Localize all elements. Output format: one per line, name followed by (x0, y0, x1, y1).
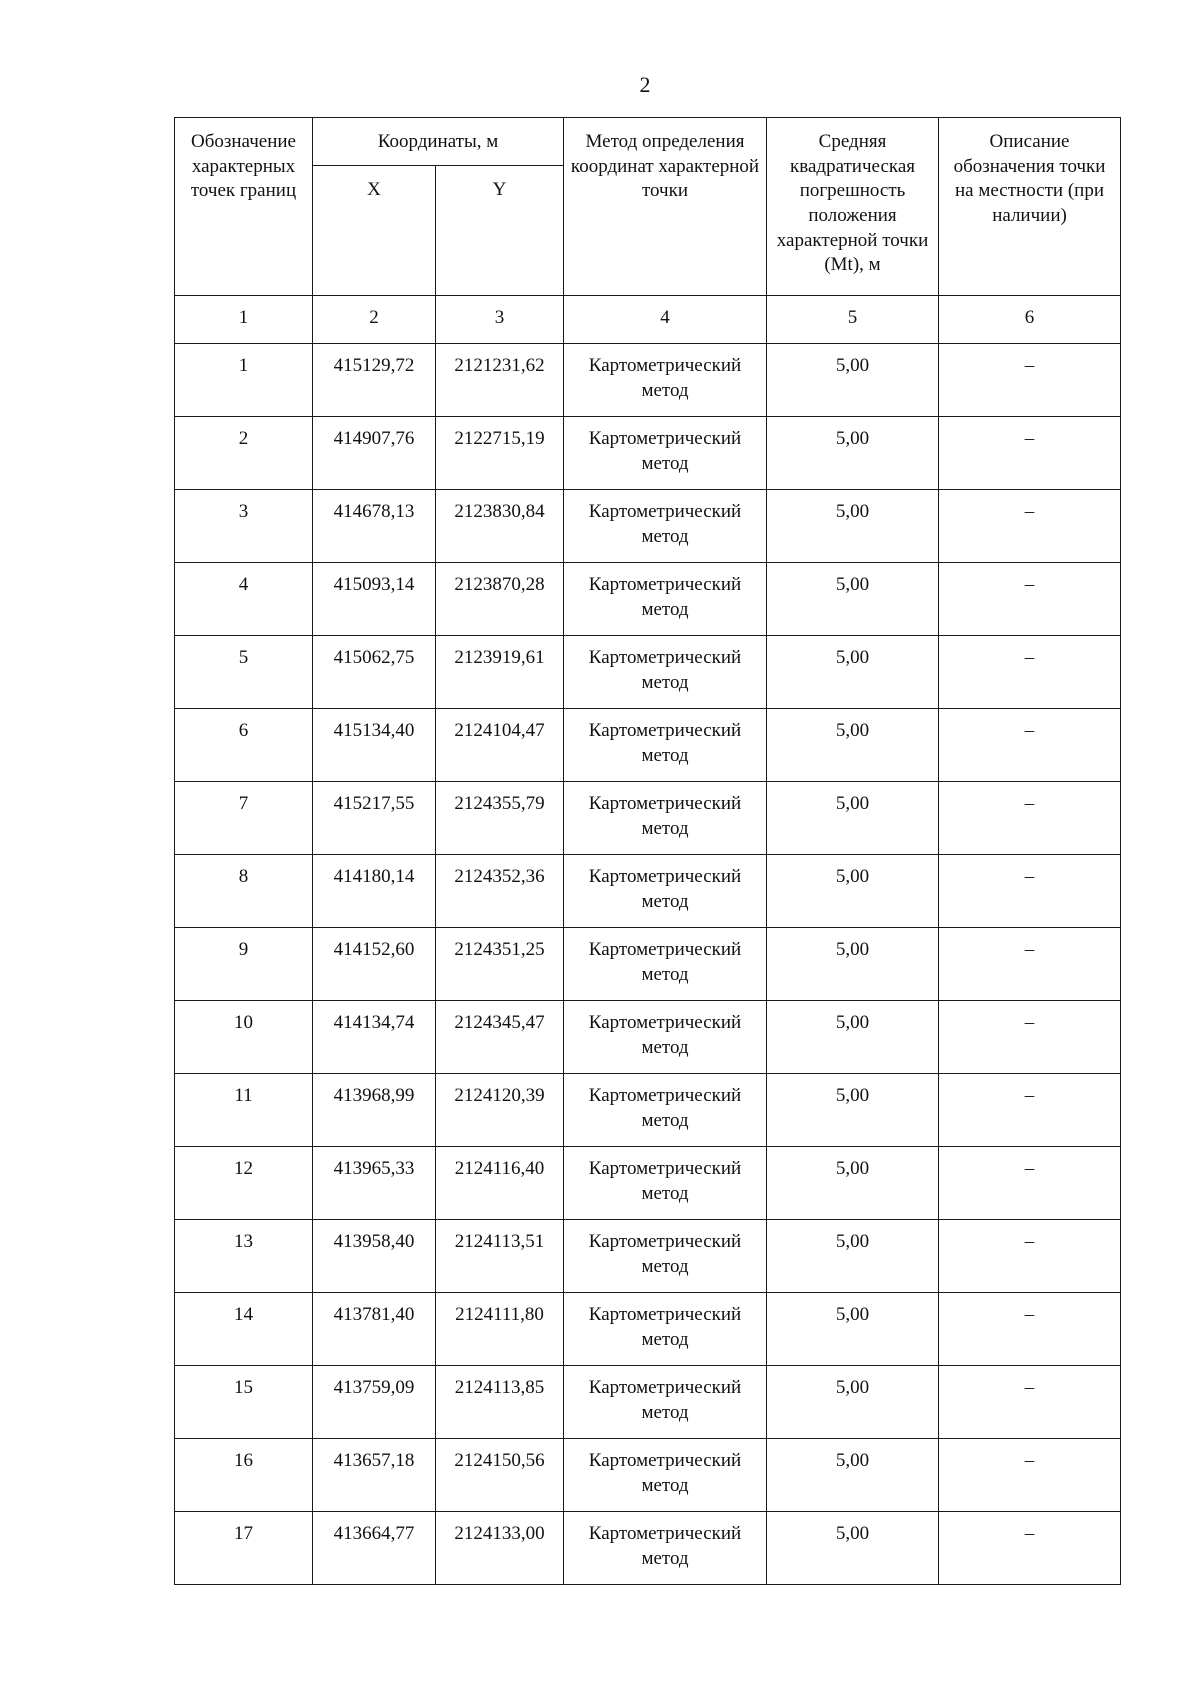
header-point-designation: Обозначение характерных точек границ (175, 118, 313, 296)
column-number: 5 (767, 296, 939, 344)
cell-x: 414134,74 (313, 1001, 436, 1074)
cell-method: Картометрический метод (564, 1001, 767, 1074)
table-row (175, 1439, 1121, 1512)
column-numbers-row (175, 296, 1121, 344)
cell-description: – (939, 1147, 1121, 1220)
cell-x: 414152,60 (313, 928, 436, 1001)
cell-description: – (939, 344, 1121, 417)
cell-point-number: 15 (175, 1366, 313, 1439)
cell-description: – (939, 1512, 1121, 1585)
cell-x: 413657,18 (313, 1439, 436, 1512)
cell-mt: 5,00 (767, 709, 939, 782)
table-row (175, 782, 1121, 855)
cell-point-number: 1 (175, 344, 313, 417)
cell-y: 2124133,00 (436, 1512, 564, 1585)
cell-y: 2124352,36 (436, 855, 564, 928)
header-method: Метод определения координат характерной точки (564, 118, 767, 296)
cell-description: – (939, 490, 1121, 563)
header-row (175, 118, 1121, 166)
header-y: Y (436, 166, 564, 296)
cell-x: 414907,76 (313, 417, 436, 490)
cell-method: Картометрический метод (564, 563, 767, 636)
cell-mt: 5,00 (767, 417, 939, 490)
table-row (175, 417, 1121, 490)
cell-x: 415093,14 (313, 563, 436, 636)
cell-mt: 5,00 (767, 490, 939, 563)
cell-x: 415062,75 (313, 636, 436, 709)
cell-point-number: 14 (175, 1293, 313, 1366)
cell-description: – (939, 1001, 1121, 1074)
cell-description: – (939, 855, 1121, 928)
cell-y: 2124345,47 (436, 1001, 564, 1074)
cell-mt: 5,00 (767, 563, 939, 636)
cell-method: Картометрический метод (564, 1220, 767, 1293)
cell-point-number: 7 (175, 782, 313, 855)
cell-y: 2123870,28 (436, 563, 564, 636)
cell-point-number: 4 (175, 563, 313, 636)
table-row (175, 1366, 1121, 1439)
cell-mt: 5,00 (767, 1366, 939, 1439)
cell-method: Картометрический метод (564, 855, 767, 928)
cell-y: 2123919,61 (436, 636, 564, 709)
cell-y: 2124120,39 (436, 1074, 564, 1147)
cell-method: Картометрический метод (564, 782, 767, 855)
cell-description: – (939, 928, 1121, 1001)
cell-mt: 5,00 (767, 344, 939, 417)
cell-point-number: 9 (175, 928, 313, 1001)
table-body (175, 344, 1121, 1585)
cell-y: 2124116,40 (436, 1147, 564, 1220)
cell-description: – (939, 1220, 1121, 1293)
table-row (175, 928, 1121, 1001)
cell-point-number: 5 (175, 636, 313, 709)
cell-y: 2124150,56 (436, 1439, 564, 1512)
cell-description: – (939, 1074, 1121, 1147)
cell-method: Картометрический метод (564, 1293, 767, 1366)
table-row (175, 563, 1121, 636)
cell-y: 2124104,47 (436, 709, 564, 782)
cell-mt: 5,00 (767, 1293, 939, 1366)
cell-x: 413781,40 (313, 1293, 436, 1366)
cell-description: – (939, 563, 1121, 636)
table-row (175, 636, 1121, 709)
table-row (175, 1293, 1121, 1366)
table-row (175, 344, 1121, 417)
cell-x: 413759,09 (313, 1366, 436, 1439)
cell-x: 413965,33 (313, 1147, 436, 1220)
cell-x: 414678,13 (313, 490, 436, 563)
cell-description: – (939, 709, 1121, 782)
cell-point-number: 2 (175, 417, 313, 490)
header-error: Средняя квадратическая погрешность положения характерной точки (Mt), м (767, 118, 939, 296)
cell-mt: 5,00 (767, 782, 939, 855)
cell-method: Картометрический метод (564, 709, 767, 782)
column-number: 2 (313, 296, 436, 344)
boundary-points-table (174, 117, 1121, 1585)
cell-method: Картометрический метод (564, 1366, 767, 1439)
cell-method: Картометрический метод (564, 1074, 767, 1147)
cell-description: – (939, 782, 1121, 855)
column-number: 4 (564, 296, 767, 344)
cell-method: Картометрический метод (564, 1439, 767, 1512)
cell-description: – (939, 636, 1121, 709)
cell-mt: 5,00 (767, 1220, 939, 1293)
cell-mt: 5,00 (767, 1074, 939, 1147)
cell-mt: 5,00 (767, 1439, 939, 1512)
cell-point-number: 3 (175, 490, 313, 563)
table-row (175, 490, 1121, 563)
cell-y: 2124355,79 (436, 782, 564, 855)
cell-x: 413664,77 (313, 1512, 436, 1585)
cell-description: – (939, 1366, 1121, 1439)
cell-y: 2123830,84 (436, 490, 564, 563)
cell-point-number: 12 (175, 1147, 313, 1220)
cell-point-number: 10 (175, 1001, 313, 1074)
cell-method: Картометрический метод (564, 417, 767, 490)
table-row (175, 1512, 1121, 1585)
cell-x: 415217,55 (313, 782, 436, 855)
table-row (175, 1001, 1121, 1074)
column-number: 3 (436, 296, 564, 344)
page-number: 2 (639, 72, 651, 97)
table-row (175, 1147, 1121, 1220)
cell-x: 413958,40 (313, 1220, 436, 1293)
cell-y: 2124113,85 (436, 1366, 564, 1439)
cell-point-number: 16 (175, 1439, 313, 1512)
header-coordinates: Координаты, м (313, 118, 564, 166)
cell-method: Картометрический метод (564, 636, 767, 709)
column-number: 1 (175, 296, 313, 344)
cell-description: – (939, 417, 1121, 490)
cell-method: Картометрический метод (564, 1147, 767, 1220)
cell-method: Картометрический метод (564, 344, 767, 417)
column-number: 6 (939, 296, 1121, 344)
cell-x: 415134,40 (313, 709, 436, 782)
table-row (175, 1074, 1121, 1147)
cell-point-number: 17 (175, 1512, 313, 1585)
cell-x: 414180,14 (313, 855, 436, 928)
header-x: X (313, 166, 436, 296)
cell-point-number: 11 (175, 1074, 313, 1147)
table-row (175, 709, 1121, 782)
cell-point-number: 6 (175, 709, 313, 782)
cell-mt: 5,00 (767, 636, 939, 709)
cell-mt: 5,00 (767, 928, 939, 1001)
cell-y: 2124351,25 (436, 928, 564, 1001)
cell-x: 413968,99 (313, 1074, 436, 1147)
header-description: Описание обозначения точки на местности (при наличии) (939, 118, 1121, 296)
cell-point-number: 13 (175, 1220, 313, 1293)
cell-y: 2121231,62 (436, 344, 564, 417)
table-row (175, 855, 1121, 928)
cell-description: – (939, 1293, 1121, 1366)
cell-x: 415129,72 (313, 344, 436, 417)
cell-description: – (939, 1439, 1121, 1512)
cell-y: 2124113,51 (436, 1220, 564, 1293)
cell-mt: 5,00 (767, 1147, 939, 1220)
cell-method: Картометрический метод (564, 1512, 767, 1585)
cell-method: Картометрический метод (564, 928, 767, 1001)
cell-y: 2124111,80 (436, 1293, 564, 1366)
cell-point-number: 8 (175, 855, 313, 928)
cell-method: Картометрический метод (564, 490, 767, 563)
cell-mt: 5,00 (767, 855, 939, 928)
cell-mt: 5,00 (767, 1512, 939, 1585)
cell-y: 2122715,19 (436, 417, 564, 490)
table-row (175, 1220, 1121, 1293)
cell-mt: 5,00 (767, 1001, 939, 1074)
